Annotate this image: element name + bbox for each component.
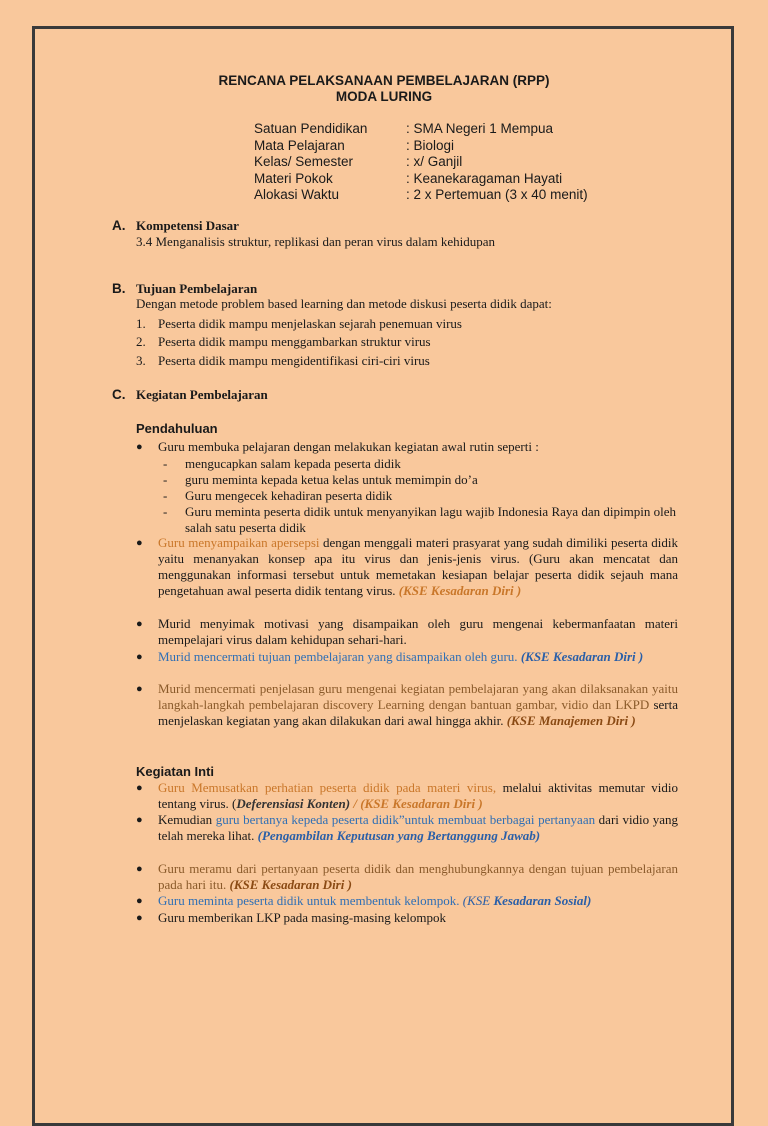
bullet-icon: ● (136, 441, 143, 453)
sub-item: Guru meminta peserta didik untuk menyanyikan lagu wajib Indonesia Raya dan dipimpin oleh salah satu peserta didik (185, 504, 676, 535)
inti-item-2: Kemudian guru bertanya kepeda peserta didik”untuk membuat berbagai pertanyaan dari vidio yang telah mereka lihat. (Pengambilan Keputusan yang Bertanggung Jawab) (158, 812, 678, 843)
section-c-heading: C. Kegiatan Pembelajaran (112, 387, 268, 402)
dash-icon: - (163, 488, 168, 503)
sub-item: guru meminta kepada ketua kelas untuk memimpin do’a (185, 472, 478, 487)
list-item: Peserta didik mampu menjelaskan sejarah penemuan virus (158, 316, 462, 331)
bullet-icon: ● (136, 814, 143, 826)
info-row: Satuan Pendidikan : SMA Negeri 1 Mempua (254, 121, 554, 136)
bullet-icon: ● (136, 863, 143, 875)
list-number: 2. (136, 334, 146, 349)
list-number: 3. (136, 353, 146, 368)
bullet-icon: ● (136, 618, 143, 630)
kegiatan-inti-heading: Kegiatan Inti (136, 764, 215, 779)
pendahuluan-item-3: Murid menyimak motivasi yang disampaikan oleh guru mengenai kebermanfaatan materi mempelajari virus dalam kehidupan sehari-hari. (158, 616, 678, 647)
section-a-heading: A. Kompetensi Dasar (112, 218, 239, 233)
pendahuluan-item-4: Murid mencermati tujuan pembelajaran yang disampaikan oleh guru. (KSE Kesadaran Diri ) (158, 649, 644, 664)
document-title: RENCANA PELAKSANAAN PEMBELAJARAN (RPP) (218, 73, 550, 88)
section-b-heading: B. Tujuan Pembelajaran (112, 281, 258, 296)
document-subtitle: MODA LURING (335, 89, 433, 104)
bullet-icon: ● (136, 895, 143, 907)
info-row: Alokasi Waktu : 2 x Pertemuan (3 x 40 menit) (254, 187, 588, 202)
identity-table (254, 121, 588, 204)
dash-icon: - (163, 472, 168, 487)
pendahuluan-item-2: Guru menyampaikan apersepsi dengan menggali materi prasyarat yang sudah dimiliki peserta didik yaitu menanyakan konsep apa itu virus dan jenis-jenis virus. (Guru akan mencatat dan menggunakan informasi tersebut untuk memetakan kesiapan belajar peserta didik sejauh mana pengetahuan awal peserta didik tentang virus. (KSE Kesadaran Diri ) (158, 535, 678, 598)
pendahuluan-item-1: Guru membuka pelajaran dengan melakukan kegiatan awal rutin seperti : (158, 439, 539, 454)
inti-item-3: Guru meramu dari pertanyaan peserta didik dan menghubungkannya dengan tujuan pembelajaran pada hari itu. (KSE Kesadaran Diri ) (158, 861, 678, 892)
list-item: Peserta didik mampu mengidentifikasi ciri-ciri virus (158, 353, 430, 368)
info-row: Kelas/ Semester : x/ Ganjil (254, 154, 463, 169)
list-number: 1. (136, 316, 146, 331)
inti-item-1: Guru Memusatkan perhatian peserta didik pada materi virus, melalui aktivitas memutar vidio tentang virus. (Deferensiasi Konten) / (KSE Kesadaran Diri ) (158, 780, 679, 811)
dash-icon: - (163, 456, 168, 471)
bullet-icon: ● (136, 537, 143, 549)
inti-item-4: Guru meminta peserta didik untuk membentuk kelompok. (KSE Kesadaran Sosial) (158, 893, 592, 908)
pendahuluan-item-5: Murid mencermati penjelasan guru mengenai kegiatan pembelajaran yang akan dilaksanakan yaitu langkah-langkah pembelajaran discovery Learning dengan bantuan gambar, vidio dan LKPD serta menjelaskan kegiatan yang akan dilakukan dari awal hingga akhir. (KSE Manajemen Diri ) (158, 681, 679, 728)
sub-item: mengucapkan salam kepada peserta didik (185, 456, 401, 471)
bullet-icon: ● (136, 782, 143, 794)
dash-icon: - (163, 504, 168, 519)
pendahuluan-heading: Pendahuluan (136, 421, 218, 436)
list-item: Peserta didik mampu menggambarkan struktur virus (158, 334, 431, 349)
section-b-intro: Dengan metode problem based learning dan metode diskusi peserta didik dapat: (136, 296, 552, 311)
sub-item: Guru mengecek kehadiran peserta didik (185, 488, 393, 503)
bullet-icon: ● (136, 651, 143, 663)
info-row: Mata Pelajaran : Biologi (254, 137, 455, 153)
bullet-icon: ● (136, 683, 143, 695)
bullet-icon: ● (136, 912, 143, 924)
section-a-text: 3.4 Menganalisis struktur, replikasi dan peran virus dalam kehidupan (136, 234, 496, 249)
inti-item-5: Guru memberikan LKP pada masing-masing kelompok (158, 910, 446, 925)
info-row: Materi Pokok : Keanekaragaman Hayati (254, 170, 563, 186)
